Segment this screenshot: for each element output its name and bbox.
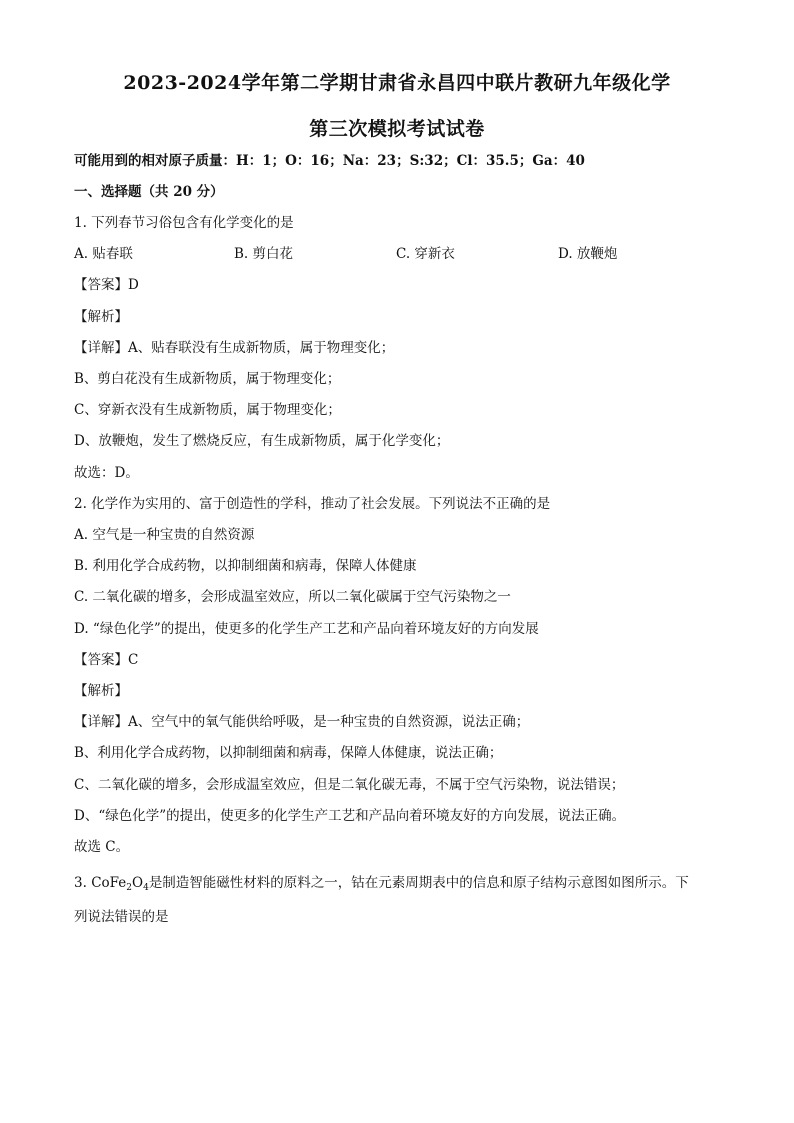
q2-detail-2: B、利用化学合成药物，以抑制细菌和病毒，保障人体健康，说法正确； — [74, 745, 503, 761]
q1-analysis: 【解析】 — [74, 309, 128, 325]
q3-stem-line2: 列说法错误的是 — [74, 909, 169, 925]
q2-detail-1: 【详解】A、空气中的氧气能供给呼吸，是一种宝贵的自然资源，说法正确； — [74, 714, 530, 730]
q2-detail-4: D、“绿色化学”的提出，使更多的化学生产工艺和产品向着环境友好的方向发展，说法正确。 — [74, 808, 626, 824]
q1-option-d: D. 放鞭炮 — [558, 246, 618, 262]
q1-conclusion: 故选：D。 — [74, 465, 139, 481]
q2-option-a: A. 空气是一种宝贵的自然资源 — [74, 527, 255, 543]
q1-stem: 1. 下列春节习俗包含有化学变化的是 — [74, 215, 294, 231]
q1-detail-4: D、放鞭炮，发生了燃烧反应，有生成新物质，属于化学变化； — [74, 433, 450, 449]
q2-analysis: 【解析】 — [74, 683, 128, 699]
q3-stem — [74, 874, 689, 897]
q1-detail-1: 【详解】A、贴春联没有生成新物质，属于物理变化； — [74, 340, 395, 356]
q2-stem: 2. 化学作为实用的、富于创造性的学科，推动了社会发展。下列说法不正确的是 — [74, 496, 551, 512]
q1-option-a: A. 贴春联 — [74, 246, 133, 262]
q2-option-b: B. 利用化学合成药物，以抑制细菌和病毒，保障人体健康 — [74, 558, 417, 574]
q3-formula: $CoFe_2O_4$ — [91, 875, 149, 893]
q2-conclusion: 故选 C。 — [74, 839, 130, 855]
q1-answer: 【答案】D — [74, 277, 139, 293]
q1-detail-3: C、穿新衣没有生成新物质，属于物理变化； — [74, 402, 341, 418]
exam-title-line1: 2023-2024学年第二学期甘肃省永昌四中联片教研九年级化学 — [123, 72, 671, 94]
q3-number: 3. — [74, 875, 87, 891]
section-heading: 一、选择题（共 20 分） — [74, 184, 224, 200]
q3-stem-text: 是制造智能磁性材料的原料之一，钴在元素周期表中的信息和原子结构示意图如图所示。下 — [148, 875, 689, 891]
q2-detail-3: C、二氧化碳的增多，会形成温室效应，但是二氧化碳无毒，不属于空气污染物，说法错误； — [74, 777, 625, 793]
exam-title-line2: 第三次模拟考试试卷 — [309, 118, 485, 140]
q1-detail-2: B、剪白花没有生成新物质，属于物理变化； — [74, 371, 341, 387]
atomic-masses: 可能用到的相对原子质量：H：1；O：16；Na：23；S:32；Cl：35.5；Ga：40 — [74, 153, 585, 169]
q1-option-b: B. 剪白花 — [234, 246, 294, 262]
q2-option-c: C. 二氧化碳的增多，会形成温室效应，所以二氧化碳属于空气污染物之一 — [74, 589, 511, 605]
q2-answer: 【答案】C — [74, 652, 139, 668]
q1-option-c: C. 穿新衣 — [396, 246, 455, 262]
q2-option-d: D. “绿色化学”的提出，使更多的化学生产工艺和产品向着环境友好的方向发展 — [74, 621, 539, 637]
